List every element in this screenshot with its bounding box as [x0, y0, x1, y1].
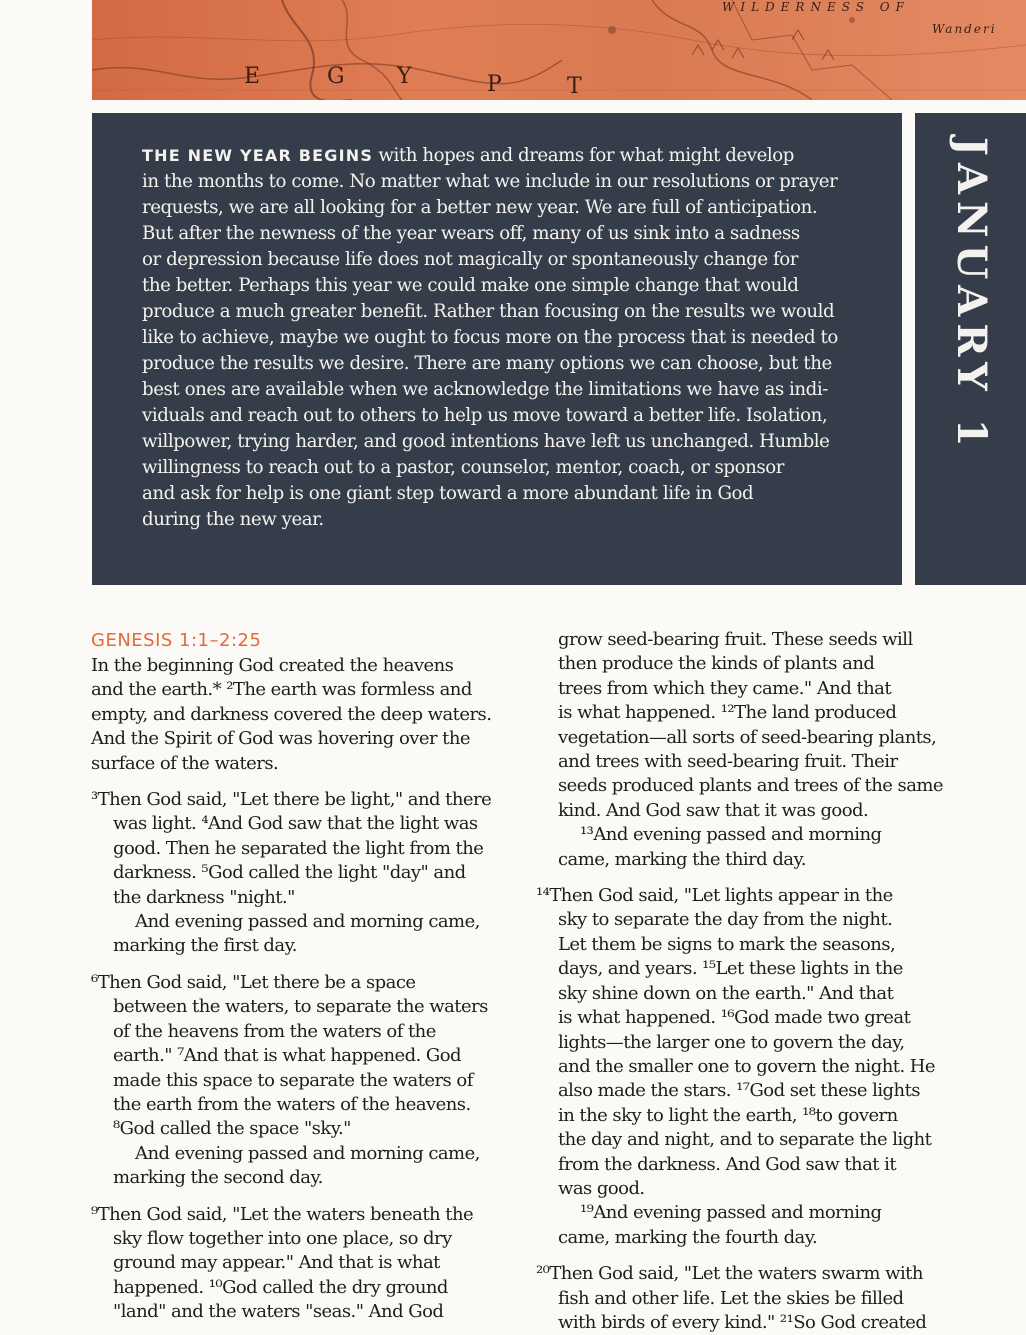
devotional-line: like to achieve, maybe we ought to focus more on the process that is needed to	[142, 327, 838, 348]
verse-paragraph: grow seed-bearing fruit. These seeds will then produce the kinds of plants and trees from which they came." And that is what happened. ¹²The land produced vegetation—all sorts of seed-bearing plants, and trees with seed-bearing fruit. Their seeds produced plants and trees of the same kind. And God saw that it was good.	[558, 629, 944, 821]
devotional-line: the better. Perhaps this year we could make one simple change that would	[142, 275, 799, 296]
verse-paragraph: ¹⁴Then God said, "Let lights appear in the sky to separate the day from the night. Let them be signs to mark the seasons, days, and years. ¹⁵Let these lights in the sky shine down on the earth." And that is what happened. ¹⁶God made two great lights—the larger one to govern the day, and the smaller one to govern the night. He also made the stars. ¹⁷God set these lights in the sky to light the earth, ¹⁸to govern the day and night, and to separate the light from the darkness. And God saw that it was good.	[536, 885, 936, 1199]
map-letter: G	[327, 64, 347, 89]
date-label: JANUARY 1	[948, 137, 995, 454]
verse-paragraph: And evening passed and morning came, marking the second day.	[113, 1142, 480, 1189]
devotional-line: viduals and reach out to others to help us move toward a better life. Isolation,	[142, 405, 828, 426]
scripture-column-right	[536, 628, 966, 1335]
map-region-sublabel: Wanderi	[932, 22, 997, 36]
devotional-box	[92, 113, 902, 585]
devotional-line: THE NEW YEAR BEGINS with hopes and dreams for what might develop	[142, 145, 794, 166]
verse-paragraph: ⁶Then God said, "Let there be a space between the waters, to separate the waters of the heavens from the waters of the earth." ⁷And that is what happened. God made this space to separate the waters of the earth from the waters of the heavens. ⁸God called the space "sky."	[91, 971, 488, 1140]
devotional-line: or depression because life does not magically or spontaneously change for	[142, 249, 799, 270]
devotional-lead: THE NEW YEAR BEGINS	[142, 146, 374, 165]
devotional-line: But after the newness of the year wears off, many of us sink into a sadness	[142, 223, 800, 244]
verse-paragraph: ¹³And evening passed and morning came, marking the third day.	[558, 824, 882, 870]
map-banner	[92, 0, 1026, 100]
verse-paragraph: And evening passed and morning came, marking the first day.	[113, 911, 480, 957]
devotional-line: willingness to reach out to a pastor, counselor, mentor, coach, or sponsor	[142, 457, 784, 478]
devotional-line: in the months to come. No matter what we include in our resolutions or prayer	[142, 171, 838, 192]
devotional-line: best ones are available when we acknowledge the limitations we have as indi-	[142, 379, 828, 400]
devotional-line: and ask for help is one giant step toward a more abundant life in God	[142, 483, 754, 504]
devotional-line: produce a much greater benefit. Rather than focusing on the results we would	[142, 301, 835, 322]
map-letter: Y	[397, 64, 414, 89]
date-tab	[915, 113, 1026, 585]
devotional-line: willpower, trying harder, and good intentions have left us unchanged. Humble	[142, 431, 830, 452]
scripture-column-left	[91, 628, 516, 1325]
map-letter: E	[244, 64, 263, 89]
verse-paragraph: In the beginning God created the heavens and the earth.* ²The earth was formless and empty, and darkness covered the deep waters. And the Spirit of God was hovering over the surface of the waters.	[91, 655, 492, 774]
passage-reference: GENESIS 1:1–2:25	[91, 630, 262, 651]
devotional-line: during the new year.	[142, 509, 324, 530]
map-region-label: WILDERNESS OF	[722, 0, 910, 14]
verse-paragraph: ²⁰Then God said, "Let the waters swarm with fish and other life. Let the skies be filled with birds of every kind." ²¹So God created	[536, 1263, 927, 1333]
devotional-line: requests, we are all looking for a better new year. We are full of anticipation.	[142, 197, 818, 218]
map-illustration	[92, 0, 1026, 100]
verse-paragraph: ³Then God said, "Let there be light," and there was light. ⁴And God saw that the light was good. Then he separated the light from the darkness. ⁵God called the light "day" and the darkness "night."	[91, 789, 492, 908]
map-letter: T	[567, 74, 584, 99]
verse-paragraph: ¹⁹And evening passed and morning came, marking the fourth day.	[558, 1202, 882, 1248]
verse-paragraph: ⁹Then God said, "Let the waters beneath the sky flow together into one place, so dry ground may appear." And that is what happened. ¹⁰God called the dry ground "land" and the waters "seas." And God	[91, 1203, 474, 1323]
devotional-line: produce the results we desire. There are many options we can choose, but the	[142, 353, 832, 374]
devotional-text	[142, 143, 857, 533]
map-letter: P	[487, 72, 504, 97]
